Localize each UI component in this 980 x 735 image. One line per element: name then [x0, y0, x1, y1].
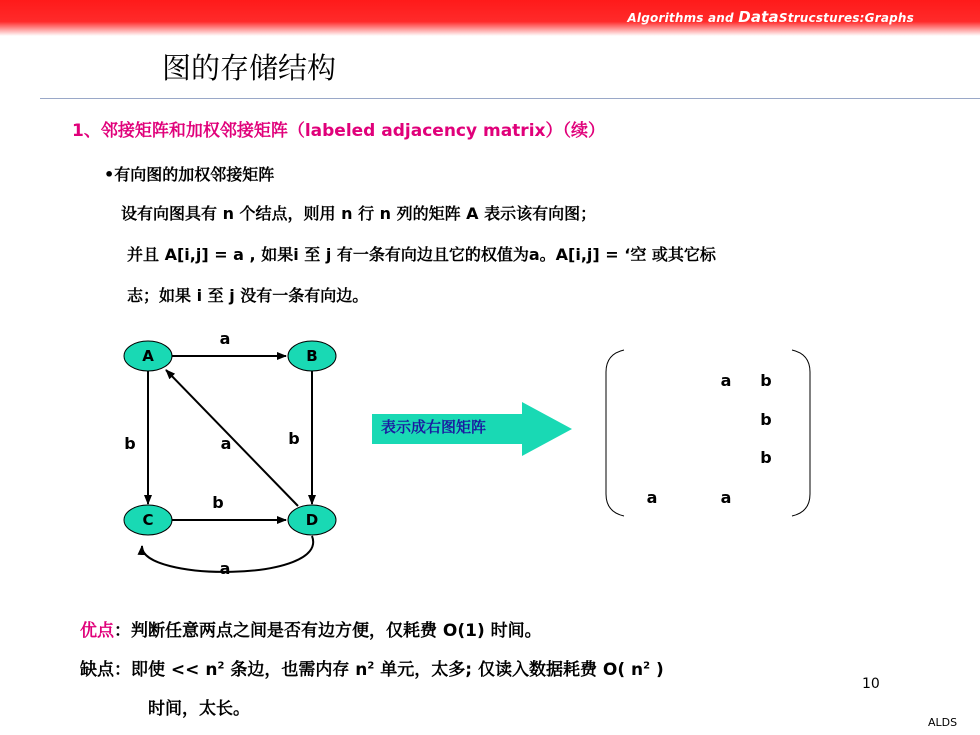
matrix-cell-0-2: a	[720, 371, 732, 390]
superscript-2b: 2	[367, 660, 375, 672]
edge-label-cd: b	[212, 493, 224, 512]
disadvantage-line-2: 时间，太长。	[148, 699, 250, 719]
paragraph-1: •有向图的加权邻接矩阵	[104, 165, 275, 184]
paragraph-4: 志；如果 i 至 j 没有一条有向边。	[127, 286, 369, 305]
directed-graph	[100, 320, 350, 590]
matrix-cell-0-3: b	[760, 371, 772, 390]
edge-label-da: a	[220, 434, 232, 453]
disadvantage-line: 缺点：即使 << $n^2$ 条边，也需内存 $n^2$ 单元，太多; 仅读入数据耗费 O( $n^2$ )	[80, 660, 664, 680]
advantage-text: ：判断任意两点之间是否有边方便，仅耗费 O(1) 时间。	[114, 621, 542, 641]
disadvantage-mid2: 单元，太多; 仅读入数据耗费 O( n	[374, 660, 644, 680]
node-c-label: C	[142, 511, 154, 529]
advantage-label: 优点	[80, 621, 114, 641]
adjacency-matrix	[598, 346, 818, 522]
edge-label-ab: a	[219, 329, 231, 348]
matrix-cell-3-0: a	[646, 488, 658, 507]
edge-label-dc: a	[219, 559, 231, 578]
superscript-2a: 2	[217, 660, 225, 672]
disadvantage-end: )	[650, 660, 664, 680]
page-number: 10	[862, 676, 880, 692]
node-b-label: B	[306, 347, 318, 365]
node-d-label: D	[305, 511, 319, 529]
edge-label-ac: b	[124, 434, 136, 453]
matrix-cell-2-3: b	[760, 448, 772, 467]
footer-label: ALDS	[928, 716, 958, 729]
slide-title: 图的存储结构	[162, 51, 337, 85]
paragraph-2: 设有向图具有 n 个结点，则用 n 行 n 列的矩阵 A 表示该有向图；	[121, 204, 597, 223]
course-title-suffix: Strucstures:Graphs	[778, 11, 914, 25]
advantage-line	[80, 616, 542, 641]
title-divider	[40, 98, 980, 99]
matrix-cell-1-3: b	[760, 410, 772, 429]
edge-d-a	[166, 370, 298, 506]
node-a-label: A	[142, 347, 154, 365]
matrix-right-bracket	[792, 350, 810, 516]
paragraph-3: 并且 A[i,j] = a , 如果i 至 j 有一条有向边且它的权值为a。A[i,j] = ‘空 或其它标	[127, 245, 716, 264]
superscript-2c: 2	[643, 660, 651, 672]
course-title: Algorithms and DataStrucstures:Graphs	[627, 8, 914, 26]
matrix-cell-3-2: a	[720, 488, 732, 507]
edge-label-bd: b	[288, 429, 300, 448]
section-heading: 1、邻接矩阵和加权邻接矩阵（labeled adjacency matrix）（续）	[72, 121, 605, 141]
matrix-left-bracket	[606, 350, 624, 516]
course-title-data: Data	[738, 8, 779, 26]
transform-arrow-label: 表示成右图矩阵	[381, 418, 487, 436]
disadvantage-mid: 条边，也需内存 n	[224, 660, 368, 680]
